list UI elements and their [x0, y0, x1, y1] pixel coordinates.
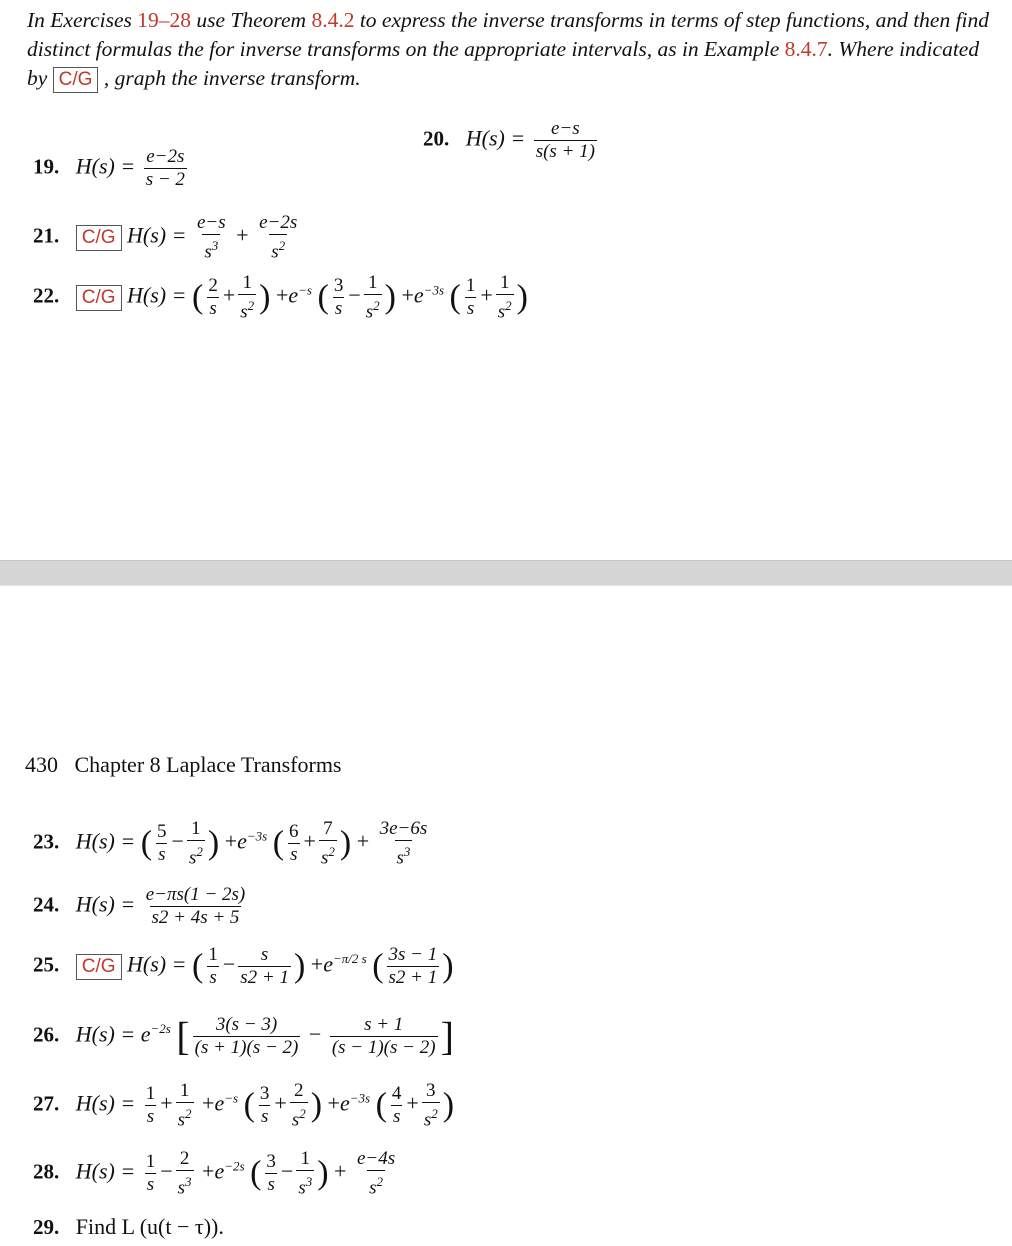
operator: +: [202, 1090, 215, 1116]
numerator: 5: [157, 821, 167, 843]
denominator: [269, 234, 287, 263]
var: s: [369, 1177, 377, 1199]
exp-base: e: [413, 282, 424, 308]
denominator: (s − 1)(s − 2): [331, 1037, 436, 1058]
fraction: [176, 1080, 194, 1131]
exercise-number: 24.: [33, 892, 60, 917]
exercise-number: 20.: [423, 126, 450, 151]
operator: −: [171, 828, 184, 854]
paren: ): [516, 278, 528, 316]
numerator: e−4s: [356, 1148, 396, 1169]
var: s: [396, 847, 404, 869]
lhs: H(s) =: [465, 125, 526, 151]
exercise-number: 27.: [33, 1091, 60, 1116]
exercise-range-link[interactable]: 19–28: [137, 8, 191, 32]
fraction: [144, 1083, 158, 1128]
denominator: [496, 294, 514, 323]
paren: (: [140, 824, 153, 862]
exercise-number: 23.: [33, 829, 60, 854]
exercise-26: [33, 1014, 454, 1059]
exponent: 2: [299, 1106, 306, 1121]
fraction: [319, 818, 337, 869]
denominator: (s + 1)(s − 2): [194, 1037, 299, 1058]
operator: +: [202, 1158, 215, 1184]
paren: ): [442, 1086, 455, 1124]
paren: (: [191, 278, 204, 316]
exponent: −2s: [224, 1158, 245, 1174]
exercise-number: 19.: [33, 154, 60, 179]
fraction: [296, 1148, 314, 1199]
operator: +: [236, 222, 249, 248]
operator: +: [310, 951, 324, 977]
denominator: [319, 840, 337, 869]
operator: +: [303, 828, 316, 854]
exp-base: e: [339, 1090, 350, 1116]
paren: (: [191, 947, 204, 985]
exponent: 2: [196, 844, 203, 859]
denominator: s: [392, 1106, 401, 1128]
denominator: [422, 1102, 440, 1131]
numerator: e−πs(1 − 2s): [145, 884, 246, 905]
exp-base: e: [288, 282, 299, 308]
denominator: s: [290, 844, 298, 866]
operator: +: [406, 1090, 419, 1116]
fraction: [257, 212, 299, 263]
exponent: 2: [278, 238, 286, 253]
cg-badge: C/G: [76, 954, 122, 980]
theorem-link[interactable]: 8.4.2: [311, 8, 355, 32]
exercise-text: Find L (u(t − τ)).: [75, 1214, 224, 1239]
numerator: 1: [208, 944, 218, 965]
exp-base: e: [237, 828, 247, 854]
denominator: s: [146, 1174, 155, 1196]
exercise-22: [33, 272, 528, 323]
exponent: 3: [403, 844, 411, 859]
fraction: [422, 1080, 440, 1131]
numerator: 3: [266, 1151, 276, 1173]
denominator: [296, 1170, 314, 1199]
lhs: H(s) =: [127, 282, 187, 308]
fraction: [390, 1083, 404, 1128]
paren: (: [317, 278, 329, 316]
exponent: −s: [224, 1090, 239, 1106]
numerator: 3: [333, 275, 344, 297]
numerator: 4: [391, 1083, 402, 1105]
fraction: [144, 146, 187, 191]
numerator: 2: [208, 275, 218, 297]
exponent: −3s: [423, 282, 445, 298]
exponent: 2: [376, 1174, 383, 1189]
operator: +: [401, 282, 414, 308]
operator: −: [348, 282, 361, 308]
numerator: 1: [191, 818, 201, 839]
var: s: [298, 1177, 306, 1199]
fraction: [264, 1151, 278, 1196]
paren: (: [243, 1086, 255, 1124]
operator: +: [275, 282, 289, 308]
fraction: [155, 821, 169, 866]
exercise-29: [33, 1214, 224, 1240]
var: s: [204, 241, 212, 263]
var: s: [497, 301, 506, 323]
numerator: e−2s: [146, 146, 185, 167]
var: s: [320, 847, 329, 869]
numerator: s + 1: [364, 1014, 404, 1035]
var: s: [365, 301, 374, 323]
chapter-title: Chapter 8 Laplace Transforms: [74, 752, 342, 777]
fraction: [187, 818, 205, 869]
paren: (: [250, 1154, 262, 1192]
paren: (: [449, 278, 461, 316]
exercise-number: 28.: [33, 1159, 60, 1184]
numerator: e−s: [551, 118, 580, 139]
denominator: s: [334, 298, 343, 320]
denominator: [238, 294, 256, 323]
numerator: 1: [179, 1080, 190, 1101]
var: s: [423, 1109, 432, 1131]
exponent: 3: [185, 1174, 192, 1189]
numerator: 1: [145, 1083, 156, 1105]
operator: +: [334, 1158, 347, 1184]
numerator: 3e−6s: [379, 818, 428, 839]
lhs: H(s) =: [127, 951, 187, 977]
exponent: 3: [211, 238, 219, 253]
numerator: 1: [242, 272, 252, 293]
example-link[interactable]: 8.4.7: [784, 37, 828, 61]
page-number: 430: [25, 752, 58, 777]
exercise-25: [33, 944, 454, 989]
exp-base: e: [214, 1158, 225, 1184]
denominator: s: [267, 1174, 275, 1196]
fraction: [238, 272, 256, 323]
instructions: [27, 6, 1002, 93]
numerator: 1: [145, 1151, 156, 1173]
fraction: [290, 1080, 308, 1131]
numerator: e−s: [196, 212, 226, 233]
numerator: s: [260, 944, 269, 965]
exercise-23: [33, 818, 432, 869]
denominator: s(s + 1): [535, 141, 595, 162]
exp-base: e: [214, 1090, 225, 1116]
cg-badge: C/G: [53, 67, 99, 93]
denominator: s: [146, 1106, 155, 1128]
denominator: [202, 234, 220, 263]
operator: +: [160, 1090, 173, 1116]
fraction: [332, 275, 346, 320]
var: s: [177, 1177, 186, 1199]
paren: ): [384, 278, 396, 316]
denominator: s2 + 1: [240, 967, 289, 988]
var: s: [240, 301, 248, 323]
denominator: s2 + 1: [388, 967, 438, 988]
exponent: −2s: [150, 1021, 171, 1037]
exercise-28: [33, 1148, 400, 1199]
lhs: H(s) =: [75, 891, 136, 917]
operator: +: [480, 282, 493, 308]
denominator: s: [209, 298, 217, 320]
fraction: [144, 884, 248, 929]
denominator: [395, 840, 413, 869]
operator: +: [356, 828, 370, 854]
exercise-27: [33, 1080, 454, 1131]
denominator: [176, 1102, 194, 1131]
lhs: H(s) =: [75, 1158, 136, 1184]
fraction: [287, 821, 301, 866]
operator: +: [274, 1090, 287, 1116]
paren: ): [442, 947, 454, 985]
exponent: 2: [373, 298, 380, 313]
paren: ): [317, 1154, 329, 1192]
exercise-number: 22.: [33, 283, 60, 308]
var: s: [291, 1109, 300, 1131]
numerator: 2: [294, 1080, 304, 1101]
exercise-21: [33, 212, 302, 263]
numerator: 3: [259, 1083, 270, 1105]
intro-text: , graph the inverse transform.: [98, 66, 361, 90]
paren: (: [372, 947, 384, 985]
intro-text: use Theorem: [191, 8, 312, 32]
cg-badge: C/G: [76, 225, 122, 251]
lhs: H(s) =: [75, 828, 136, 854]
denominator: [176, 1170, 194, 1199]
fraction: [496, 272, 514, 323]
exercise-number: 29.: [33, 1215, 60, 1239]
page-break-divider: [0, 560, 1012, 586]
operator: +: [327, 1090, 340, 1116]
numerator: 2: [179, 1148, 190, 1169]
operator: −: [222, 951, 236, 977]
denominator: s2 + 4s + 5: [151, 907, 240, 928]
exponent: 3: [305, 1174, 313, 1189]
fraction: [464, 275, 478, 320]
cg-badge: C/G: [76, 285, 122, 311]
exponent: −3s: [246, 828, 268, 844]
exponent: 2: [328, 844, 335, 859]
exponent: −3s: [349, 1090, 371, 1106]
exercise-24: [33, 884, 250, 929]
lhs: H(s) =: [75, 1090, 136, 1116]
numerator: 1: [367, 272, 378, 293]
exercise-number: 26.: [33, 1022, 60, 1047]
fraction: [378, 818, 430, 869]
fraction: [238, 944, 291, 989]
fraction: [206, 275, 220, 320]
denominator: s: [466, 298, 475, 320]
exponent: −s: [298, 282, 312, 298]
numerator: 1: [465, 275, 476, 297]
denominator: s: [260, 1106, 269, 1128]
intro-text: In Exercises: [27, 8, 138, 32]
operator: −: [308, 1021, 322, 1047]
lhs: H(s) =: [75, 153, 136, 179]
paren: ): [310, 1086, 323, 1124]
fraction: [355, 1148, 397, 1199]
fraction: [258, 1083, 272, 1128]
denominator: [364, 294, 382, 323]
numerator: 3(s − 3): [215, 1014, 278, 1035]
operator: −: [160, 1158, 173, 1184]
numerator: 7: [323, 818, 333, 839]
page-header: [25, 752, 342, 778]
exponent: −π/2 s: [332, 951, 367, 967]
operator: −: [280, 1158, 294, 1184]
lhs: H(s) =: [127, 222, 187, 248]
denominator: [290, 1102, 308, 1131]
denominator: s: [158, 844, 166, 866]
exercise-number: 21.: [33, 223, 60, 248]
exponent: 2: [247, 298, 255, 313]
fraction: [534, 118, 597, 163]
numerator: 6: [289, 821, 299, 843]
paren: ): [339, 824, 352, 862]
exponent: 2: [185, 1106, 192, 1121]
paren: ): [293, 947, 306, 985]
fraction: [387, 944, 440, 989]
bracket: ]: [440, 1013, 454, 1059]
paren: (: [272, 824, 285, 862]
denominator: [187, 840, 205, 869]
operator: +: [224, 828, 238, 854]
numerator: e−2s: [259, 212, 298, 233]
denominator: s: [209, 967, 217, 988]
var: s: [177, 1109, 186, 1131]
numerator: 1: [499, 272, 510, 293]
exponent: 2: [505, 298, 512, 313]
exercise-20: [423, 118, 600, 163]
exp-base: e: [323, 951, 333, 977]
fraction: [176, 1148, 194, 1199]
paren: ): [259, 278, 271, 316]
exponent: 2: [431, 1106, 438, 1121]
exercise-19: [33, 146, 190, 191]
fraction: [144, 1151, 158, 1196]
intro-text: to express the inverse transforms in terms of step functions, and then find distinct formulas the for inverse transforms on the appropriate intervals, as in Example: [27, 8, 990, 61]
var: s: [271, 241, 279, 263]
fraction: [364, 272, 382, 323]
numerator: 1: [300, 1148, 311, 1169]
operator: +: [222, 282, 236, 308]
intro-text: . Where indicated by: [27, 37, 980, 90]
paren: (: [375, 1086, 387, 1124]
paren: ): [207, 824, 220, 862]
fraction: [193, 1014, 301, 1059]
numerator: 3: [426, 1080, 436, 1101]
exercise-number: 25.: [33, 952, 60, 977]
fraction: [206, 944, 220, 989]
fraction: [195, 212, 228, 263]
lhs: H(s) = e: [75, 1021, 151, 1047]
numerator: 3s − 1: [388, 944, 438, 965]
var: s: [188, 847, 197, 869]
fraction: [330, 1014, 438, 1059]
denominator: s − 2: [145, 169, 185, 190]
denominator: [367, 1170, 385, 1199]
bracket: [: [176, 1013, 190, 1059]
